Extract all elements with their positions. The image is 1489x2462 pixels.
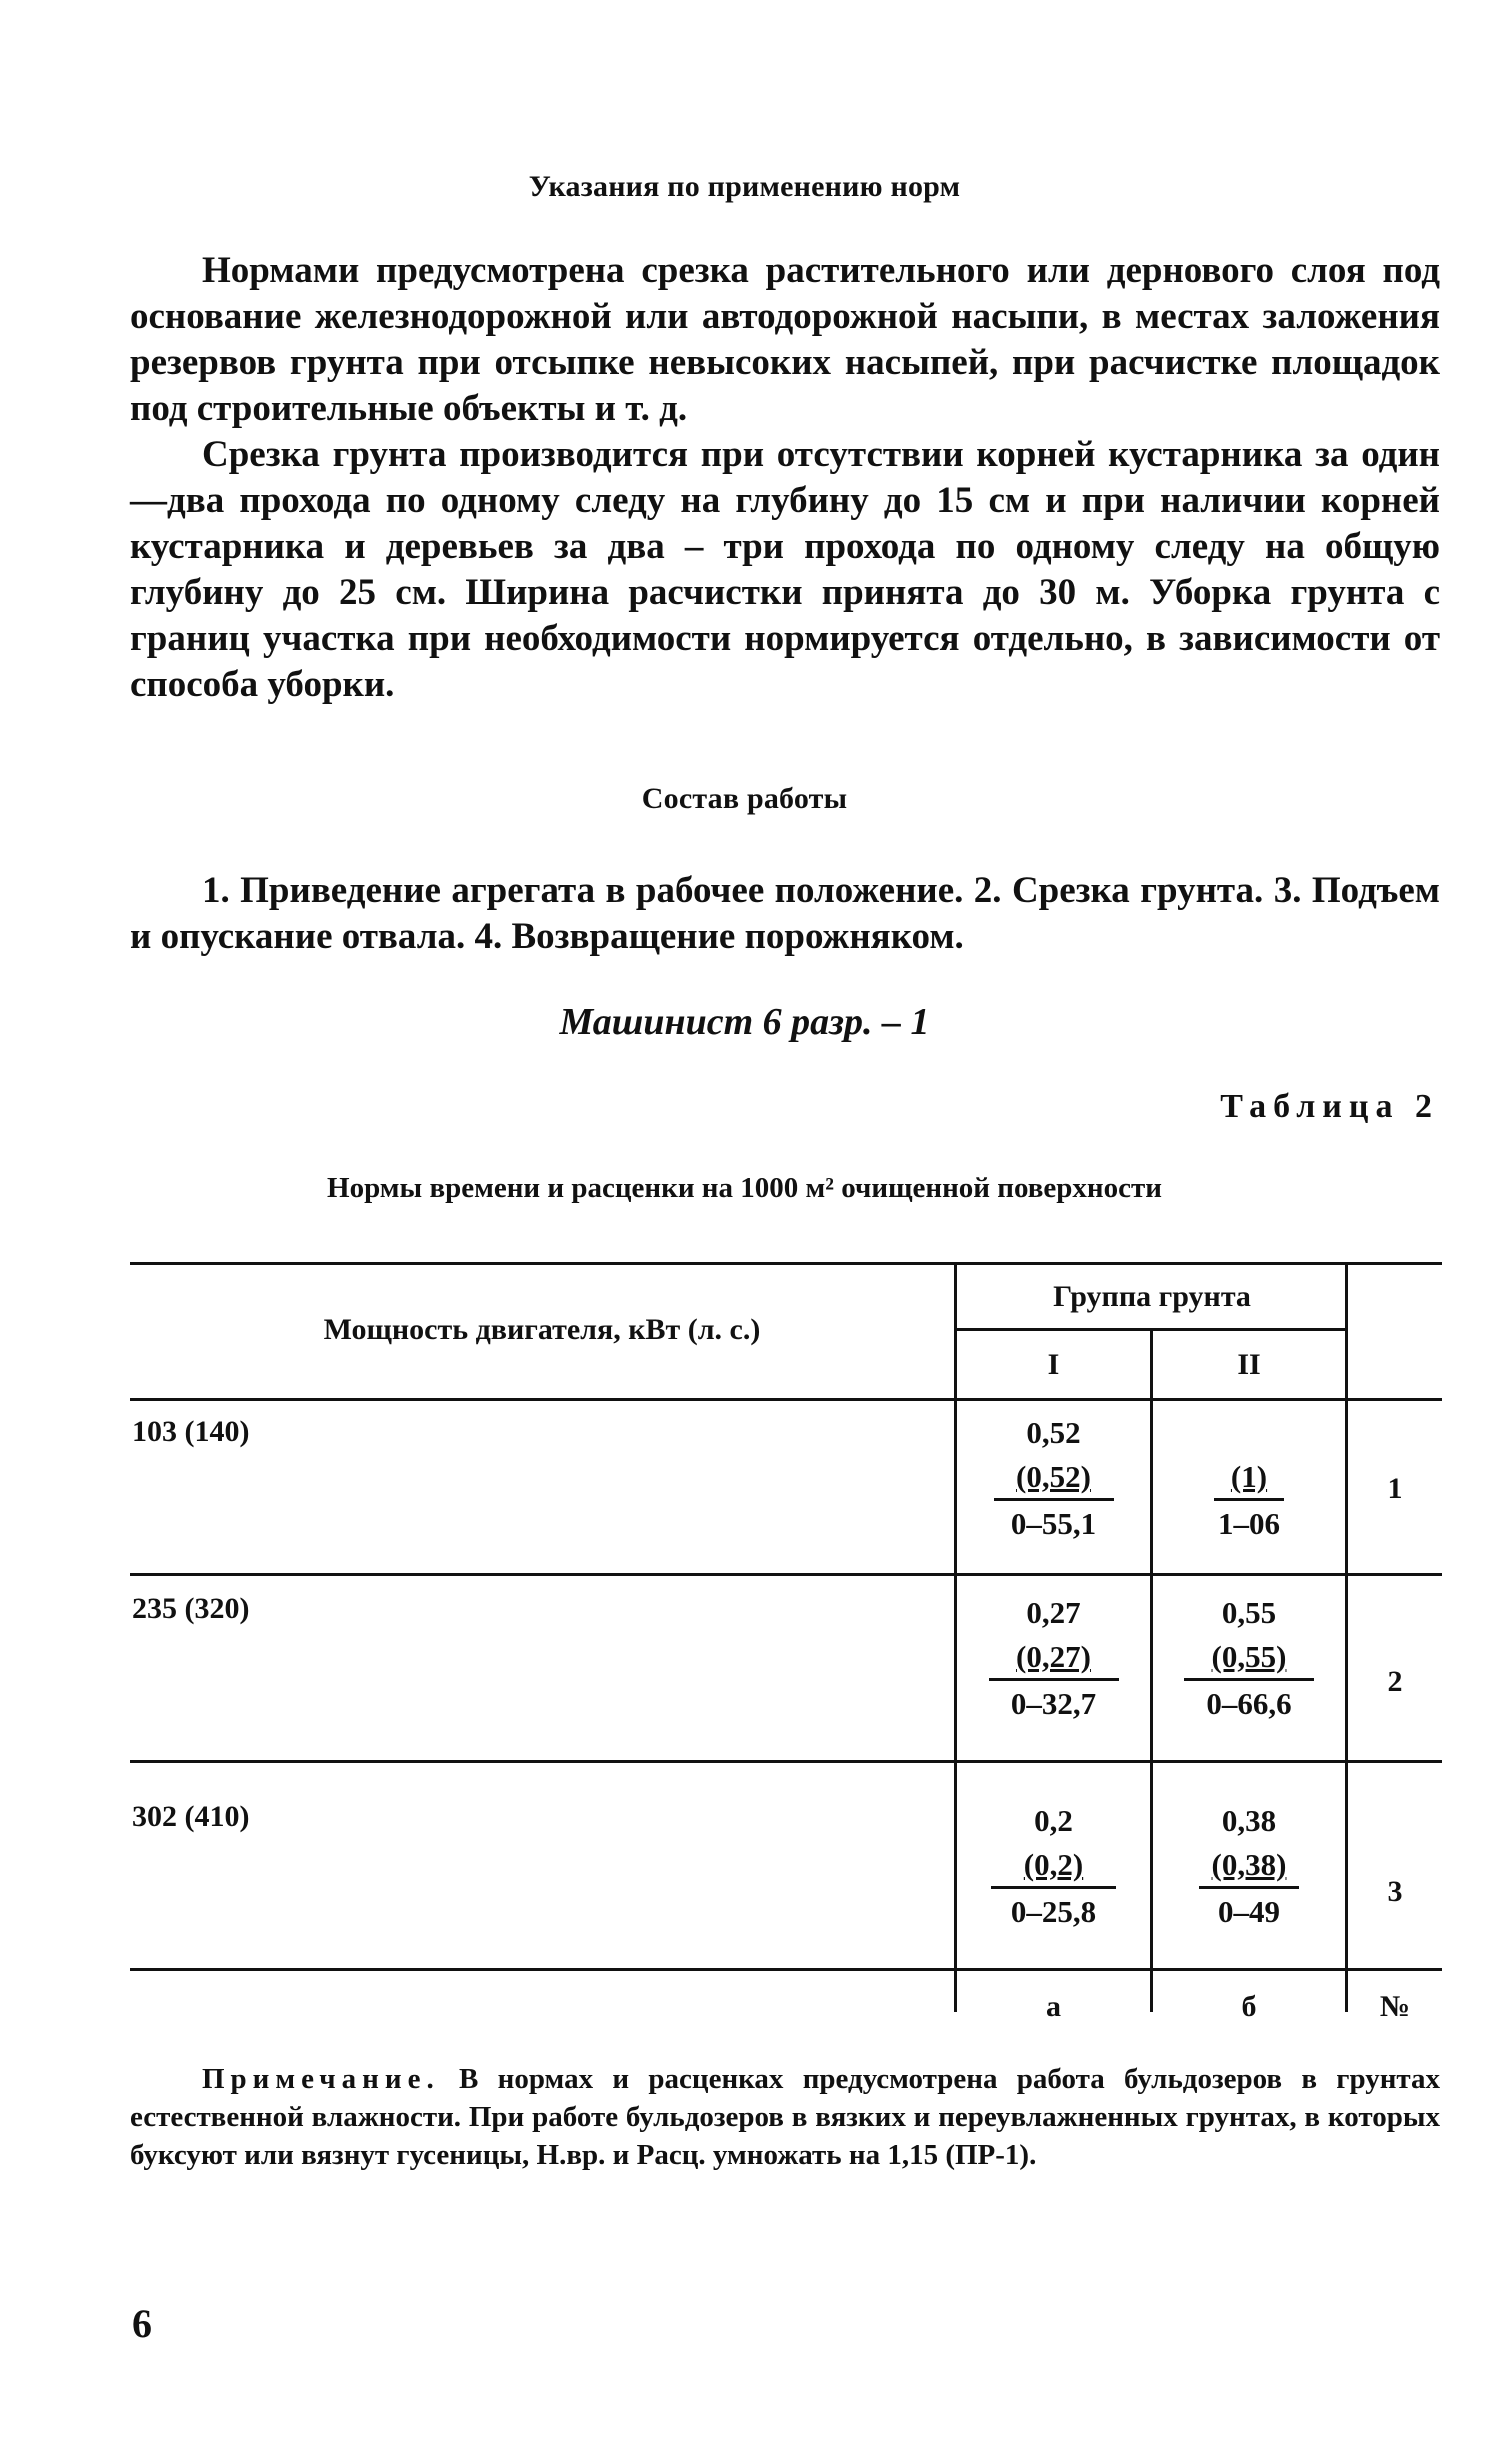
row-2-group-1-value	[957, 1590, 1150, 1727]
row-2-group-1-time-paren: (0,27)	[1016, 1639, 1091, 1674]
row-1-number: 1	[1387, 1472, 1403, 1505]
work-steps	[130, 868, 1440, 960]
table-top-rule	[130, 1262, 1442, 1265]
row-3-group-2-time: 0,38	[1221, 1803, 1277, 1838]
row-3-group-1-time: 0,2	[1034, 1803, 1073, 1838]
row-1-group-1-time: 0,52	[1026, 1415, 1081, 1450]
header-group-1: I	[1047, 1348, 1060, 1381]
header-power: Мощность двигателя, кВт (л. с.)	[323, 1313, 761, 1346]
header-group-2: II	[1237, 1348, 1261, 1381]
footer-col-b: б	[1241, 1990, 1257, 2023]
table-note	[130, 2060, 1440, 2174]
work-steps-text: 1. Приведение агрегата в рабочее положение. 2. Срезка грунта. 3. Подъем и опускание отвала. 4. Возвращение порожняком.	[130, 870, 1440, 957]
row-3-number: 3	[1387, 1875, 1403, 1908]
row-2-number: 2	[1387, 1665, 1403, 1698]
paragraph-norms	[130, 248, 1440, 432]
row-2-group-1-time: 0,27	[1026, 1595, 1081, 1630]
row-2-power: 235 (320)	[132, 1592, 250, 1625]
footer-col-a: а	[1046, 1990, 1061, 2023]
row-3-rule	[130, 1968, 1442, 1971]
footer-col-number: №	[1379, 1990, 1411, 2023]
row-1-group-1-value	[957, 1410, 1150, 1547]
row-2-group-2-time-paren: (0,55)	[1211, 1639, 1287, 1674]
work-heading: Состав работы	[641, 782, 848, 815]
row-3-group-1-time-paren: (0,2)	[1023, 1847, 1084, 1882]
row-1-rule	[130, 1573, 1442, 1576]
row-3-group-2-value	[1153, 1798, 1345, 1935]
header-soil-group: Группа грунта	[1053, 1280, 1251, 1313]
paragraph-cutting	[130, 432, 1440, 708]
row-1-power: 103 (140)	[132, 1415, 250, 1448]
row-3-power: 302 (410)	[132, 1800, 250, 1833]
header-bottom-rule	[130, 1398, 1442, 1401]
row-1-group-2-rate: 1–06	[1218, 1506, 1280, 1541]
table-label: Таблица 2	[1220, 1088, 1439, 1125]
row-2-rule	[130, 1760, 1442, 1763]
row-2-group-1-rate: 0–32,7	[1010, 1686, 1097, 1721]
row-3-group-2-time-paren: (0,38)	[1211, 1847, 1287, 1882]
note-text: В нормах и расценках предусмотрена работа бульдозеров в грунтах естественной влажности. При работе бульдозеров в вязких и переувлажненных грунтах, в которых буксуют или вязнут гусеницы, Н.вр. и Расц. умножать на 1,15 (ПР-1).	[130, 2063, 1441, 2171]
instructions-heading: Указания по применению норм	[528, 170, 961, 203]
row-3-group-1-rate: 0–25,8	[1010, 1894, 1097, 1929]
row-1-group-1-rate: 0–55,1	[1010, 1506, 1097, 1541]
row-3-group-2-rate: 0–49	[1218, 1894, 1280, 1929]
row-1-group-2-time-paren: (1)	[1230, 1459, 1268, 1494]
row-1-group-2-time	[1153, 1410, 1345, 1456]
paragraph-norms-text: Нормами предусмотрена срезка растительного или дернового слоя под основание железнодорожной или автодорожной насыпи, в местах заложения резервов грунта при отсыпке невысоких насыпей, при расчистке площадок под строительные объекты и т. д.	[130, 250, 1440, 429]
row-1-group-2-value	[1153, 1410, 1345, 1547]
table-caption: Нормы времени и расценки на 1000 м² очищенной поверхности	[327, 1172, 1162, 1204]
row-2-group-2-time: 0,55	[1221, 1595, 1277, 1630]
page-number: 6	[132, 2301, 152, 2346]
paragraph-cutting-text: Срезка грунта производится при отсутствии корней кустарника за один—два прохода по одному следу на глубину до 15 см и при наличии корней кустарника и деревьев за два – три прохода по одному следу на общую глубину до 25 см. Ширина расчистки принята до 30 м. Уборка грунта с границ участка при необходимости нормируется отдельно, в зависимости от способа уборки.	[130, 434, 1440, 705]
row-2-group-2-rate: 0–66,6	[1206, 1686, 1292, 1721]
row-2-group-2-value	[1153, 1590, 1345, 1727]
row-3-group-1-value	[957, 1798, 1150, 1935]
machinist-line: Машинист 6 разр. – 1	[559, 1001, 930, 1043]
note-label: Примечание.	[202, 2063, 440, 2095]
row-1-group-1-time-paren: (0,52)	[1016, 1459, 1091, 1494]
